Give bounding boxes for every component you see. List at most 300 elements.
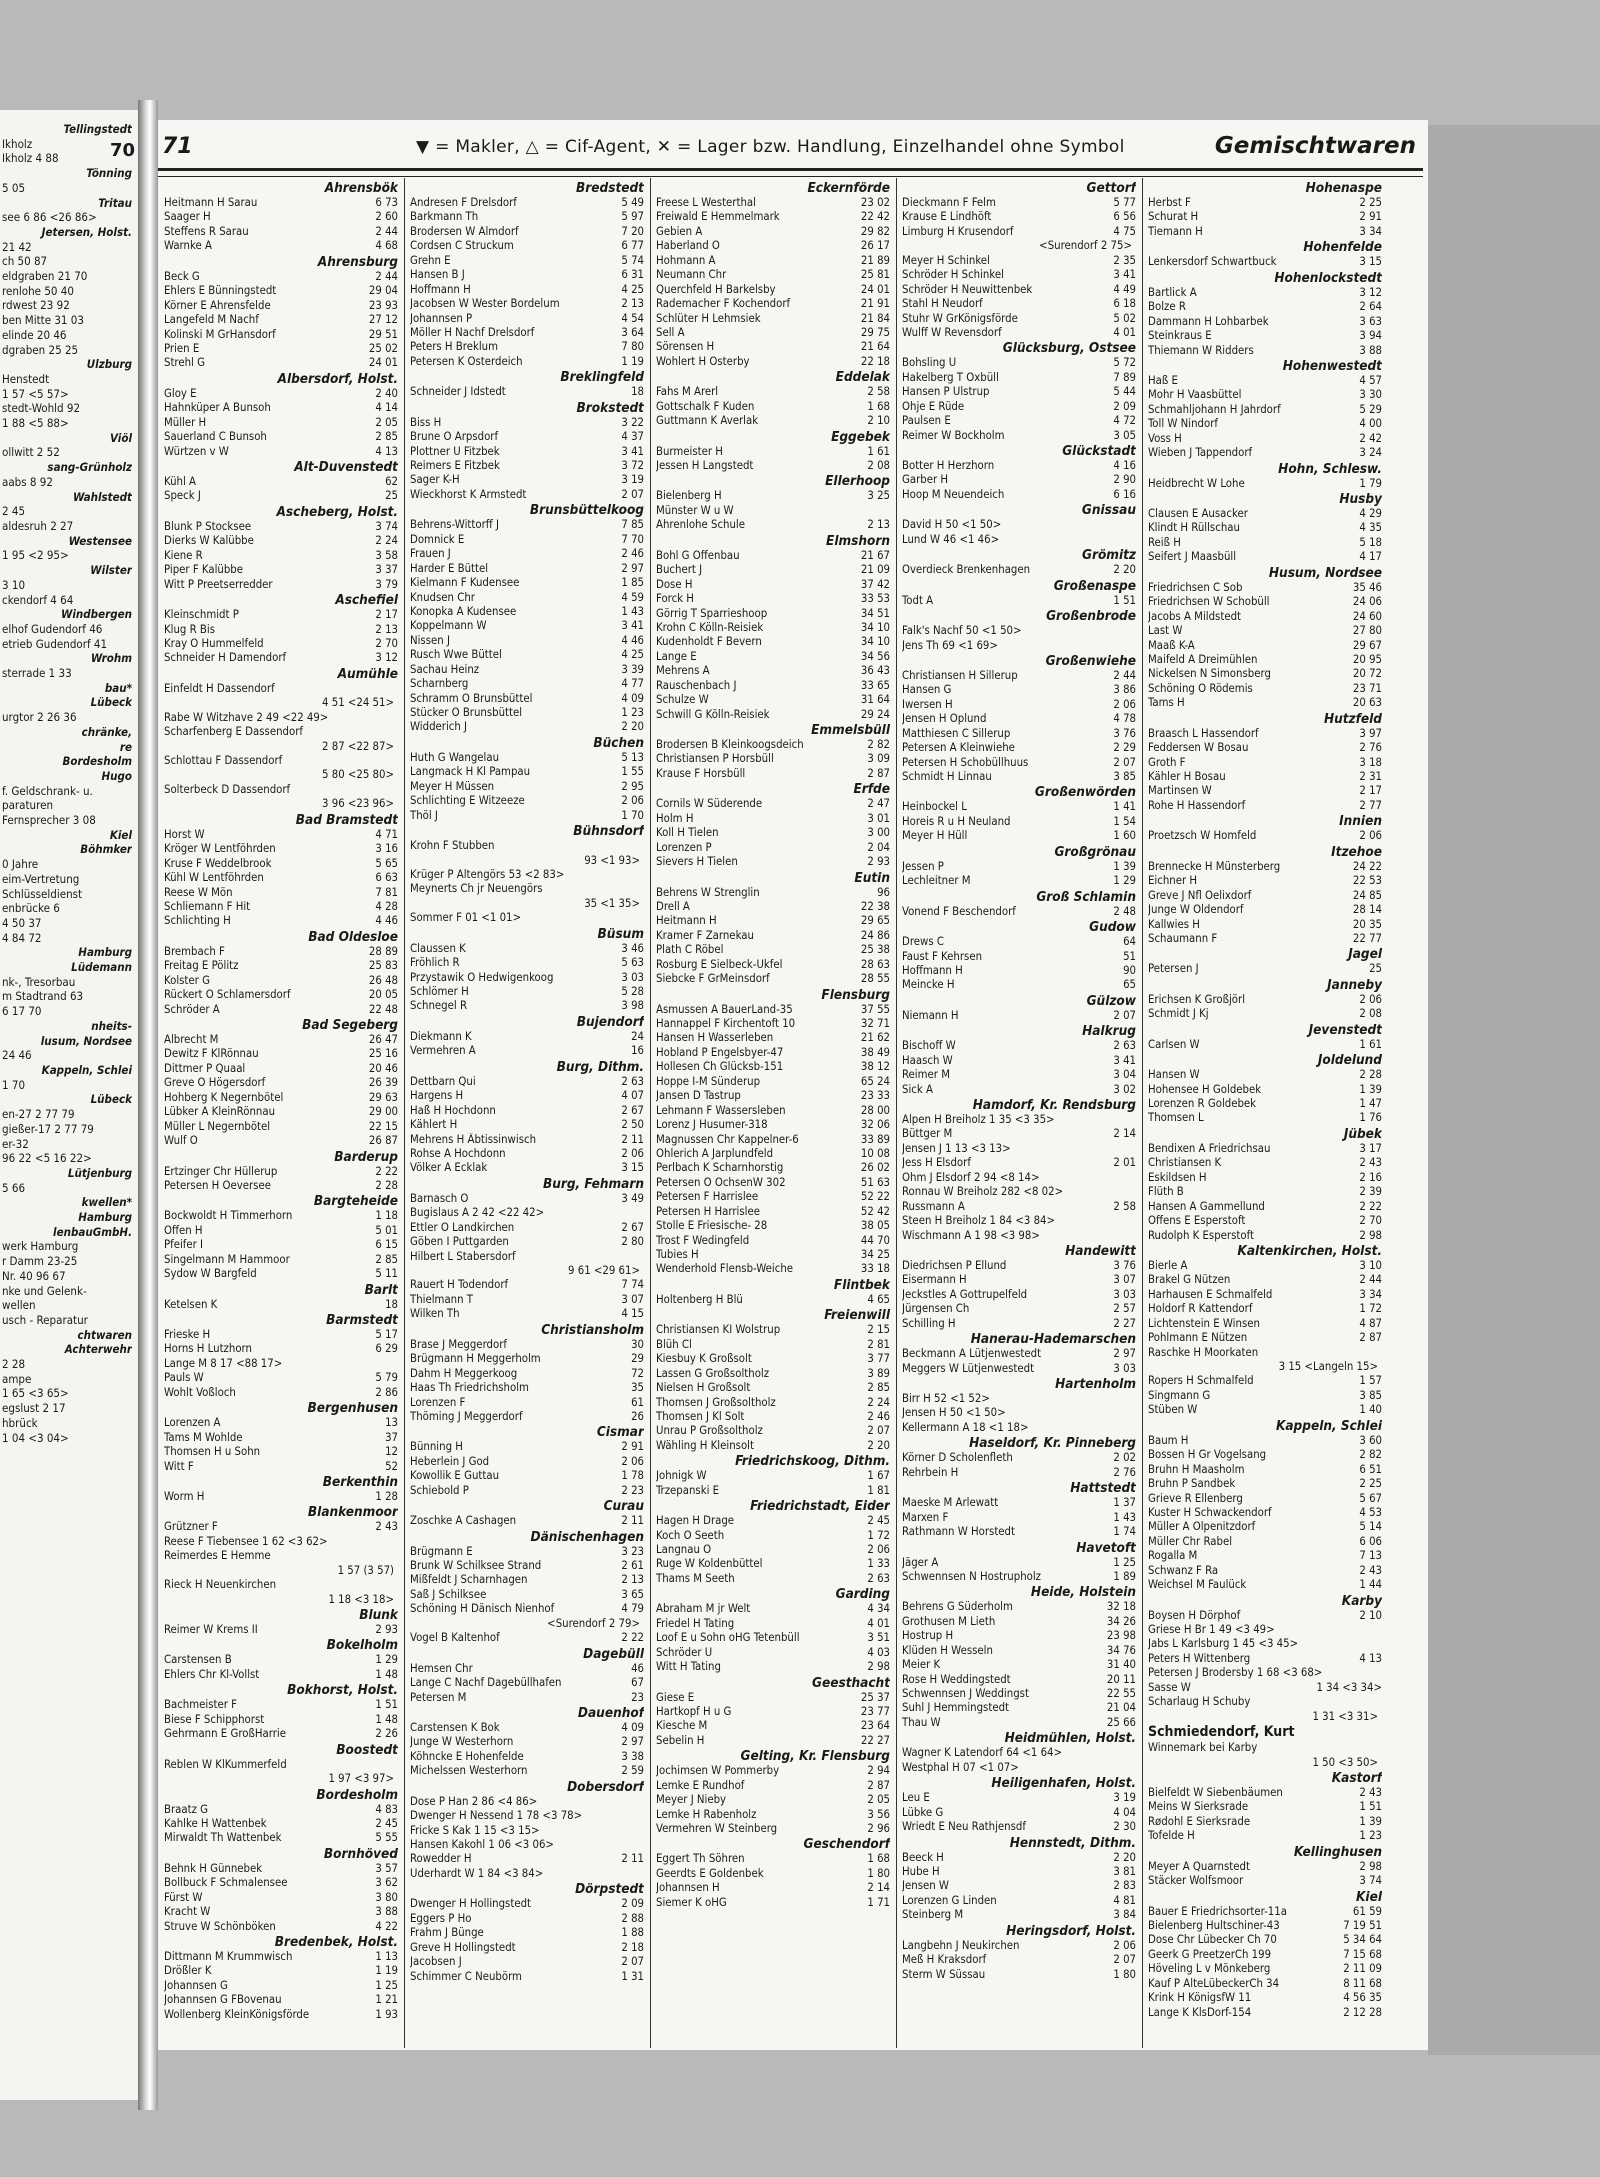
entry-phone: 2 80 (621, 1235, 644, 1249)
left-page-heading: Tritau (98, 195, 132, 210)
page-number: 71 (162, 134, 193, 159)
entry-phone: 2 58 (867, 385, 890, 399)
listing-entry (1148, 799, 1382, 813)
entry-phone: 1 89 (1113, 1569, 1136, 1583)
entry-name: Sörensen H (656, 340, 715, 354)
entry-name: Lange K KlsDorf-154 (1148, 2005, 1252, 2019)
listing-entry (902, 712, 1136, 726)
entry-phone: 2 64 (1359, 300, 1382, 314)
listing-entry (1148, 1800, 1382, 1814)
entry-name: Wilken Th (410, 1307, 460, 1321)
entry-name: Querchfeld H Barkelsby (656, 282, 776, 296)
entry-phone (1378, 1695, 1382, 1709)
listing-entry (902, 283, 1136, 297)
entry-phone: 35 46 (1352, 580, 1382, 594)
entry-phone: 2 20 (1113, 1850, 1136, 1864)
entry-name: Christiansen H Sillerup (902, 668, 1018, 682)
listing-entry (410, 1338, 644, 1352)
listing-entry (410, 1588, 644, 1602)
entry-phone: 2 20 (1113, 563, 1136, 577)
listing-entry (902, 1083, 1136, 1097)
listing-entry (164, 342, 398, 356)
left-page-heading: lusum, Nordsee (40, 1033, 132, 1048)
listing-entry (1148, 1200, 1382, 1214)
entry-name: Hollesen Ch Glücksb-151 (656, 1060, 784, 1074)
left-page-line: 2 45 (2, 504, 26, 519)
listing-entry (1148, 1389, 1382, 1403)
entry-name: Greve H Hollingstedt (410, 1940, 516, 1954)
entry-name: Stahl H Neudorf (902, 297, 983, 311)
entry-name: Meincke H (902, 978, 955, 992)
entry-name: Haß E (1148, 373, 1178, 387)
listing-entry (410, 942, 644, 956)
locality-heading: Bokhorst, Holst. (287, 1682, 398, 1699)
listing-entry (1148, 667, 1382, 681)
entry-name: Falk's Nachf 50 <1 50> (902, 624, 1022, 638)
listing-entry (1148, 1948, 1382, 1962)
listing-entry (656, 886, 890, 900)
entry-phone: 62 (385, 475, 398, 488)
listing-entry (410, 473, 644, 487)
locality-heading: Dauenhof (577, 1704, 644, 1721)
listing-entry (410, 956, 644, 970)
entry-name: Bruhn H Maasholm (1148, 1462, 1245, 1476)
listing-entry (902, 326, 1136, 340)
entry-phone (640, 882, 644, 896)
listing-entry (164, 959, 398, 973)
listing-entry (656, 1133, 890, 1147)
entry-phone (1378, 1360, 1382, 1374)
entry-phone: 21 04 (1106, 1701, 1136, 1715)
entry-phone: 16 (631, 1044, 644, 1058)
entry-phone: 2 42 (1359, 431, 1382, 445)
listing-entry (410, 648, 644, 662)
listing-entry (902, 1746, 1136, 1760)
locality-heading: Gelting, Kr. Flensburg (740, 1748, 890, 1765)
entry-name: Kauf P AlteLübeckerCh 34 (1148, 1976, 1280, 1990)
locality-heading: Karby (1341, 1592, 1382, 1609)
entry-name: Siemer K oHG (656, 1895, 727, 1909)
entry-name: Tofelde H (1148, 1829, 1195, 1843)
listing-entry (1148, 550, 1382, 564)
entry-phone: 33 53 (860, 592, 890, 606)
listing-entry (656, 1234, 890, 1248)
entry-phone: 3 25 (867, 489, 890, 503)
entry-phone: 3 56 (867, 1807, 890, 1821)
entry-phone: 5 02 (1113, 311, 1136, 325)
entry-phone (1132, 1406, 1136, 1420)
entry-phone: 1 72 (867, 1528, 890, 1542)
listing-entry (902, 429, 1136, 443)
entry-phone: 7 89 (1113, 370, 1136, 384)
entry-phone: 21 84 (860, 311, 890, 325)
listing-entry (902, 488, 1136, 502)
entry-phone: 28 55 (860, 972, 890, 986)
listing-entry (1148, 610, 1382, 624)
locality-heading: Barmstedt (326, 1312, 398, 1328)
entry-name: Christiansen KI Wolstrup (656, 1323, 781, 1337)
entry-phone: 2 04 (867, 840, 890, 854)
entry-phone: 2 20 (867, 1438, 890, 1452)
listing-entry (1148, 1609, 1382, 1623)
entry-phone: 2 46 (621, 547, 644, 561)
listing-entry (902, 1259, 1136, 1273)
entry-phone: 4 29 (1359, 507, 1382, 520)
listing-entry (164, 1105, 398, 1119)
entry-phone: 61 59 (1352, 1904, 1382, 1918)
entry-name: Schwanz F Ra (1148, 1563, 1219, 1577)
entry-name: Lemke E Rundhof (656, 1778, 745, 1792)
listing-entry (164, 1964, 398, 1978)
entry-name: Rudolph K Esperstoft (1148, 1228, 1254, 1242)
entry-name: Kray O Hummelfeld (164, 636, 264, 650)
listing-entry (164, 974, 398, 988)
entry-phone: 52 22 (860, 1190, 890, 1204)
entry-name: Jacobsen J (410, 1955, 462, 1969)
entry-phone: 2 13 (621, 1573, 644, 1587)
listing-entry (410, 1089, 644, 1103)
listing-entry (656, 1439, 890, 1453)
entry-name: Wieben J Tappendorf (1148, 446, 1253, 460)
locality-heading: Freienwill (824, 1307, 890, 1324)
listing-entry (410, 1192, 644, 1206)
entry-phone (1378, 1623, 1382, 1637)
entry-name: Weichsel M Faulück (1148, 1578, 1247, 1592)
entry-phone: 3 18 (1359, 755, 1382, 769)
listing-entry (902, 1820, 1136, 1834)
left-page-line: etrieb Gudendorf 41 (2, 636, 108, 651)
entry-name: Botter H Herzhorn (902, 459, 995, 472)
locality-heading: Gnissau (1081, 502, 1136, 519)
listing-entry (164, 1920, 398, 1934)
listing-entry (902, 1615, 1136, 1629)
entry-name: Jäger A (902, 1555, 939, 1569)
listing-entry (164, 1803, 398, 1817)
entry-name: Singmann G (1148, 1388, 1211, 1402)
listing-entry (902, 400, 1136, 414)
entry-phone: 3 58 (375, 548, 398, 562)
left-page-heading: Wahlstedt (72, 489, 132, 504)
entry-phone: 3 41 (1113, 268, 1136, 282)
entry-name: Hoppe I-M Sünderup (656, 1074, 761, 1088)
entry-phone: 4 87 (1359, 1316, 1382, 1330)
entry-name: Ehlers E Bünningstedt (164, 284, 277, 298)
entry-name: Mohr H Vaasbüttel (1148, 388, 1242, 402)
left-page-heading: Lütjenburg (67, 1165, 132, 1180)
entry-phone: 96 (877, 885, 890, 899)
listing-entry (164, 1727, 398, 1741)
entry-phone: 21 89 (860, 253, 890, 267)
listing-entry (902, 1644, 1136, 1658)
entry-name: Grützner F (164, 1520, 218, 1534)
listing-entry (1148, 770, 1382, 784)
entry-phone: 4 09 (621, 691, 644, 705)
entry-phone: 51 63 (860, 1175, 890, 1189)
entry-name: Kielmann F Kudensee (410, 576, 520, 590)
entry-name: Prien E (164, 341, 200, 355)
entry-phone: 2 25 (1359, 196, 1382, 209)
entry-phone: 29 04 (368, 284, 398, 298)
listing-entry (1148, 653, 1382, 667)
listing-entry (1148, 1829, 1382, 1843)
entry-name: Bendixen A Friedrichsau (1148, 1141, 1271, 1155)
listing-entry (656, 504, 890, 518)
entry-phone: 4 17 (1359, 550, 1382, 564)
entry-name: Kowollik E Guttau (410, 1469, 500, 1483)
left-page-line: elhof Gudendorf 46 (2, 621, 103, 636)
entry-name: Bünning H (410, 1440, 463, 1454)
entry-name: 1 50 <3 50> (1312, 1755, 1378, 1769)
entry-phone: 31 64 (860, 693, 890, 707)
entry-phone: 28 14 (1352, 903, 1382, 917)
entry-name: Rohse A Hochdonn (410, 1146, 506, 1160)
entry-name: Schröder A (164, 1002, 220, 1016)
locality-heading: Bredstedt (576, 180, 644, 196)
entry-phone: 33 65 (860, 678, 890, 692)
entry-phone: 37 55 (860, 1002, 890, 1016)
entry-phone: 1 39 (1359, 1814, 1382, 1828)
entry-name: Vermehren A (410, 1044, 476, 1058)
entry-phone: 29 65 (860, 914, 890, 928)
listing-entry (410, 809, 644, 823)
entry-name: Drell A (656, 899, 690, 913)
listing-entry (656, 621, 890, 635)
entry-name: Petersen F Harrislee (656, 1190, 759, 1204)
listing-entry (656, 592, 890, 606)
entry-name: Petersen M (410, 1690, 467, 1704)
entry-phone (1378, 1756, 1382, 1770)
left-page-heading: Achterwehr (64, 1342, 132, 1357)
entry-name: Geerk G PreetzerCh 199 (1148, 1947, 1272, 1961)
listing-entry (902, 1200, 1136, 1214)
locality-heading: Joldelund (1317, 1052, 1382, 1069)
locality-heading: Büchen (593, 734, 644, 751)
listing-entry (902, 1317, 1136, 1331)
listing-entry (164, 1209, 398, 1223)
entry-name: Dettbarn Qui (410, 1074, 476, 1088)
entry-name: Christiansen P Horsbüll (656, 752, 774, 766)
entry-phone: 1 76 (1359, 1111, 1382, 1125)
entry-phone: 18 (631, 385, 644, 399)
entry-name: Greve O Högersdorf (164, 1076, 266, 1090)
entry-phone: 2 11 (621, 1514, 644, 1528)
listing-entry (656, 1572, 890, 1586)
entry-name: Bartlick A (1148, 285, 1197, 299)
entry-name: Maaß K-A (1148, 638, 1195, 652)
listing-entry (1148, 536, 1382, 550)
entry-name: Sager K-H (410, 473, 460, 487)
listing-entry (656, 1793, 890, 1807)
listing-entry (164, 1120, 398, 1134)
entry-phone: 2 48 (1113, 904, 1136, 918)
entry-phone: 3 04 (1113, 1068, 1136, 1082)
listing-entry (164, 623, 398, 637)
listing-entry (164, 534, 398, 548)
entry-phone: 3 22 (621, 415, 644, 429)
locality-heading: Heide, Holstein (1030, 1584, 1136, 1601)
listing-entry (1148, 932, 1382, 946)
entry-phone: 2 82 (867, 738, 890, 751)
listing-entry (1148, 874, 1382, 888)
left-page-line: elinde 20 46 (2, 327, 67, 342)
entry-name: Rusch Wwe Büttel (410, 648, 502, 662)
entry-phone: 1 34 <3 34> (1316, 1680, 1382, 1694)
listing-entry (656, 958, 890, 972)
entry-name: Mehrens H Äbtissinwisch (410, 1132, 537, 1146)
listing-entry (656, 1691, 890, 1705)
entry-phone: 32 18 (1106, 1600, 1136, 1614)
entry-phone: 3 38 (621, 1749, 644, 1763)
entry-name: Vogel B Kaltenhof (410, 1631, 500, 1645)
listing-entry (410, 1691, 644, 1705)
listing-entry (1148, 300, 1382, 314)
listing-entry (164, 196, 398, 210)
entry-phone: 2 63 (867, 1571, 890, 1585)
entry-name: Langmack H Kl Pampau (410, 765, 531, 779)
listing-entry (164, 1091, 398, 1105)
entry-phone: 1 85 (621, 576, 644, 590)
listing-entry (656, 708, 890, 722)
entry-phone (1132, 1214, 1136, 1228)
entry-phone: 2 93 (375, 1623, 398, 1636)
listing-entry (1148, 374, 1382, 388)
listing-entry (410, 1912, 644, 1926)
entry-phone: 2 06 (1359, 992, 1382, 1006)
locality-heading: Ahrensbök (324, 180, 398, 196)
listing-entry (656, 210, 890, 224)
entry-name: Jess H Elsdorf (902, 1156, 971, 1170)
entry-name: Schwennsen J Weddingst (902, 1687, 1029, 1700)
entry-name: Hobland P Engelsbyer-47 (656, 1045, 784, 1059)
entry-phone: 25 81 (860, 268, 890, 282)
entry-name: Kiesbuy K Großsolt (656, 1352, 752, 1366)
entry-name: Bollbuck F Schmalensee (164, 1876, 288, 1890)
entry-name: Petersen O OchsenW 302 (656, 1175, 786, 1189)
listing-entry (656, 1779, 890, 1793)
entry-name: 1 97 <3 97> (328, 1772, 394, 1786)
entry-name: Lange M 8 17 <88 17> (164, 1356, 283, 1370)
entry-phone: 25 66 (1106, 1715, 1136, 1729)
entry-name: Junge W Oldendorf (1148, 903, 1244, 917)
entry-phone: 26 87 (368, 1134, 398, 1148)
entry-phone (394, 1578, 398, 1592)
entry-phone: 7 20 (621, 224, 644, 238)
entry-name: Petersen H Schobüllhuus (902, 755, 1029, 769)
listing-entry (164, 682, 398, 696)
entry-phone: 64 (1123, 935, 1136, 949)
listing-entry (902, 1851, 1136, 1865)
entry-name: Biss H (410, 415, 442, 429)
entry-name: <Surendorf 2 79> (547, 1616, 640, 1630)
entry-name: Seifert J Maasbüll (1148, 550, 1237, 564)
entry-phone: 1 57 (1359, 1374, 1382, 1388)
listing-entry (656, 312, 890, 326)
entry-phone: 5 18 (1359, 535, 1382, 549)
entry-phone: 4 75 (1113, 224, 1136, 238)
left-page-line: m Stadtrand 63 (2, 989, 84, 1004)
entry-phone: 3 30 (1359, 388, 1382, 402)
entry-phone: 2 50 (621, 1118, 644, 1132)
entry-phone: 3 65 (621, 1587, 644, 1601)
listing-entry (1148, 1815, 1382, 1829)
entry-phone: 3 80 (375, 1890, 398, 1904)
entry-name: Freese L Westerthal (656, 196, 756, 209)
entry-name: Guttmann K Averlak (656, 414, 759, 428)
listing-entry (410, 1075, 644, 1089)
entry-name: Müller L Negernbötel (164, 1119, 271, 1133)
locality-heading: Bujendorf (576, 1013, 644, 1030)
locality-heading: Halkrug (1082, 1023, 1136, 1040)
locality-heading: Elmshorn (826, 532, 890, 549)
entry-name: Pauls W (164, 1371, 204, 1385)
column-divider (1142, 178, 1143, 2048)
entry-phone: 25 02 (368, 341, 398, 355)
entry-phone (1132, 533, 1136, 547)
listing-entry (164, 1490, 398, 1504)
entry-phone: 1 80 (1113, 1967, 1136, 1981)
entry-phone: 22 15 (368, 1119, 398, 1133)
entry-phone: 1 78 (621, 1469, 644, 1483)
listing-entry (164, 1357, 398, 1371)
entry-phone: 20 46 (368, 1061, 398, 1075)
locality-heading: Jevenstedt (1308, 1021, 1382, 1038)
entry-phone: 27 80 (1352, 624, 1382, 638)
listing-entry (656, 385, 890, 399)
entry-name: Jürgensen Ch (902, 1302, 970, 1316)
entry-name: Eisermann H (902, 1273, 967, 1287)
listing-entry (1148, 1874, 1382, 1888)
entry-name: Friedrichsen W Schobüll (1148, 595, 1270, 609)
listing-entry (656, 1219, 890, 1233)
entry-name: Friedel H Tating (656, 1616, 735, 1630)
listing-entry (656, 1529, 890, 1543)
locality-heading: Großenwörden (1034, 784, 1136, 801)
entry-phone (1132, 624, 1136, 638)
entry-name: Maifeld A Dreimühlen (1148, 652, 1258, 666)
left-page-line: stedt-Wohld 92 (2, 401, 81, 416)
left-page-heading: Wrohm (90, 651, 132, 666)
entry-phone (394, 725, 398, 739)
locality-heading: Brokstedt (576, 399, 644, 416)
entry-name: Petersen K Osterdeich (410, 354, 523, 368)
entry-phone: 3 02 (1113, 1082, 1136, 1096)
entry-phone: 2 08 (1359, 1007, 1382, 1021)
entry-phone: 29 24 (860, 707, 890, 721)
listing-entry (410, 1104, 644, 1118)
entry-name: Reimer W Krems II (164, 1623, 258, 1636)
locality-heading: Bad Bramstedt (295, 811, 398, 828)
entry-name: Steinberg M (902, 1908, 964, 1922)
entry-name: Heidbrecht W Lohe (1148, 476, 1245, 490)
entry-phone: 3 07 (1113, 1273, 1136, 1287)
entry-phone: 30 (631, 1337, 644, 1351)
entry-name: Langefeld M Nachf (164, 313, 259, 327)
entry-name: Lichtenstein E Winsen (1148, 1316, 1260, 1330)
entry-phone: 4 09 (621, 1720, 644, 1734)
entry-phone: 4 01 (867, 1616, 890, 1630)
entry-name: Ahrenlohe Schule (656, 518, 745, 532)
listing-entry (1148, 682, 1382, 696)
listing-entry (902, 1570, 1136, 1584)
entry-name: Thöl J (410, 808, 438, 822)
listing-entry (656, 929, 890, 943)
entry-name: 2 87 <22 87> (322, 739, 394, 753)
entry-name: Schlottau F Dassendorf (164, 754, 283, 767)
entry-phone: 6 63 (375, 871, 398, 885)
listing-entry (1148, 329, 1382, 343)
listing-entry (656, 1060, 890, 1074)
entry-name: Haberland O (656, 239, 720, 253)
